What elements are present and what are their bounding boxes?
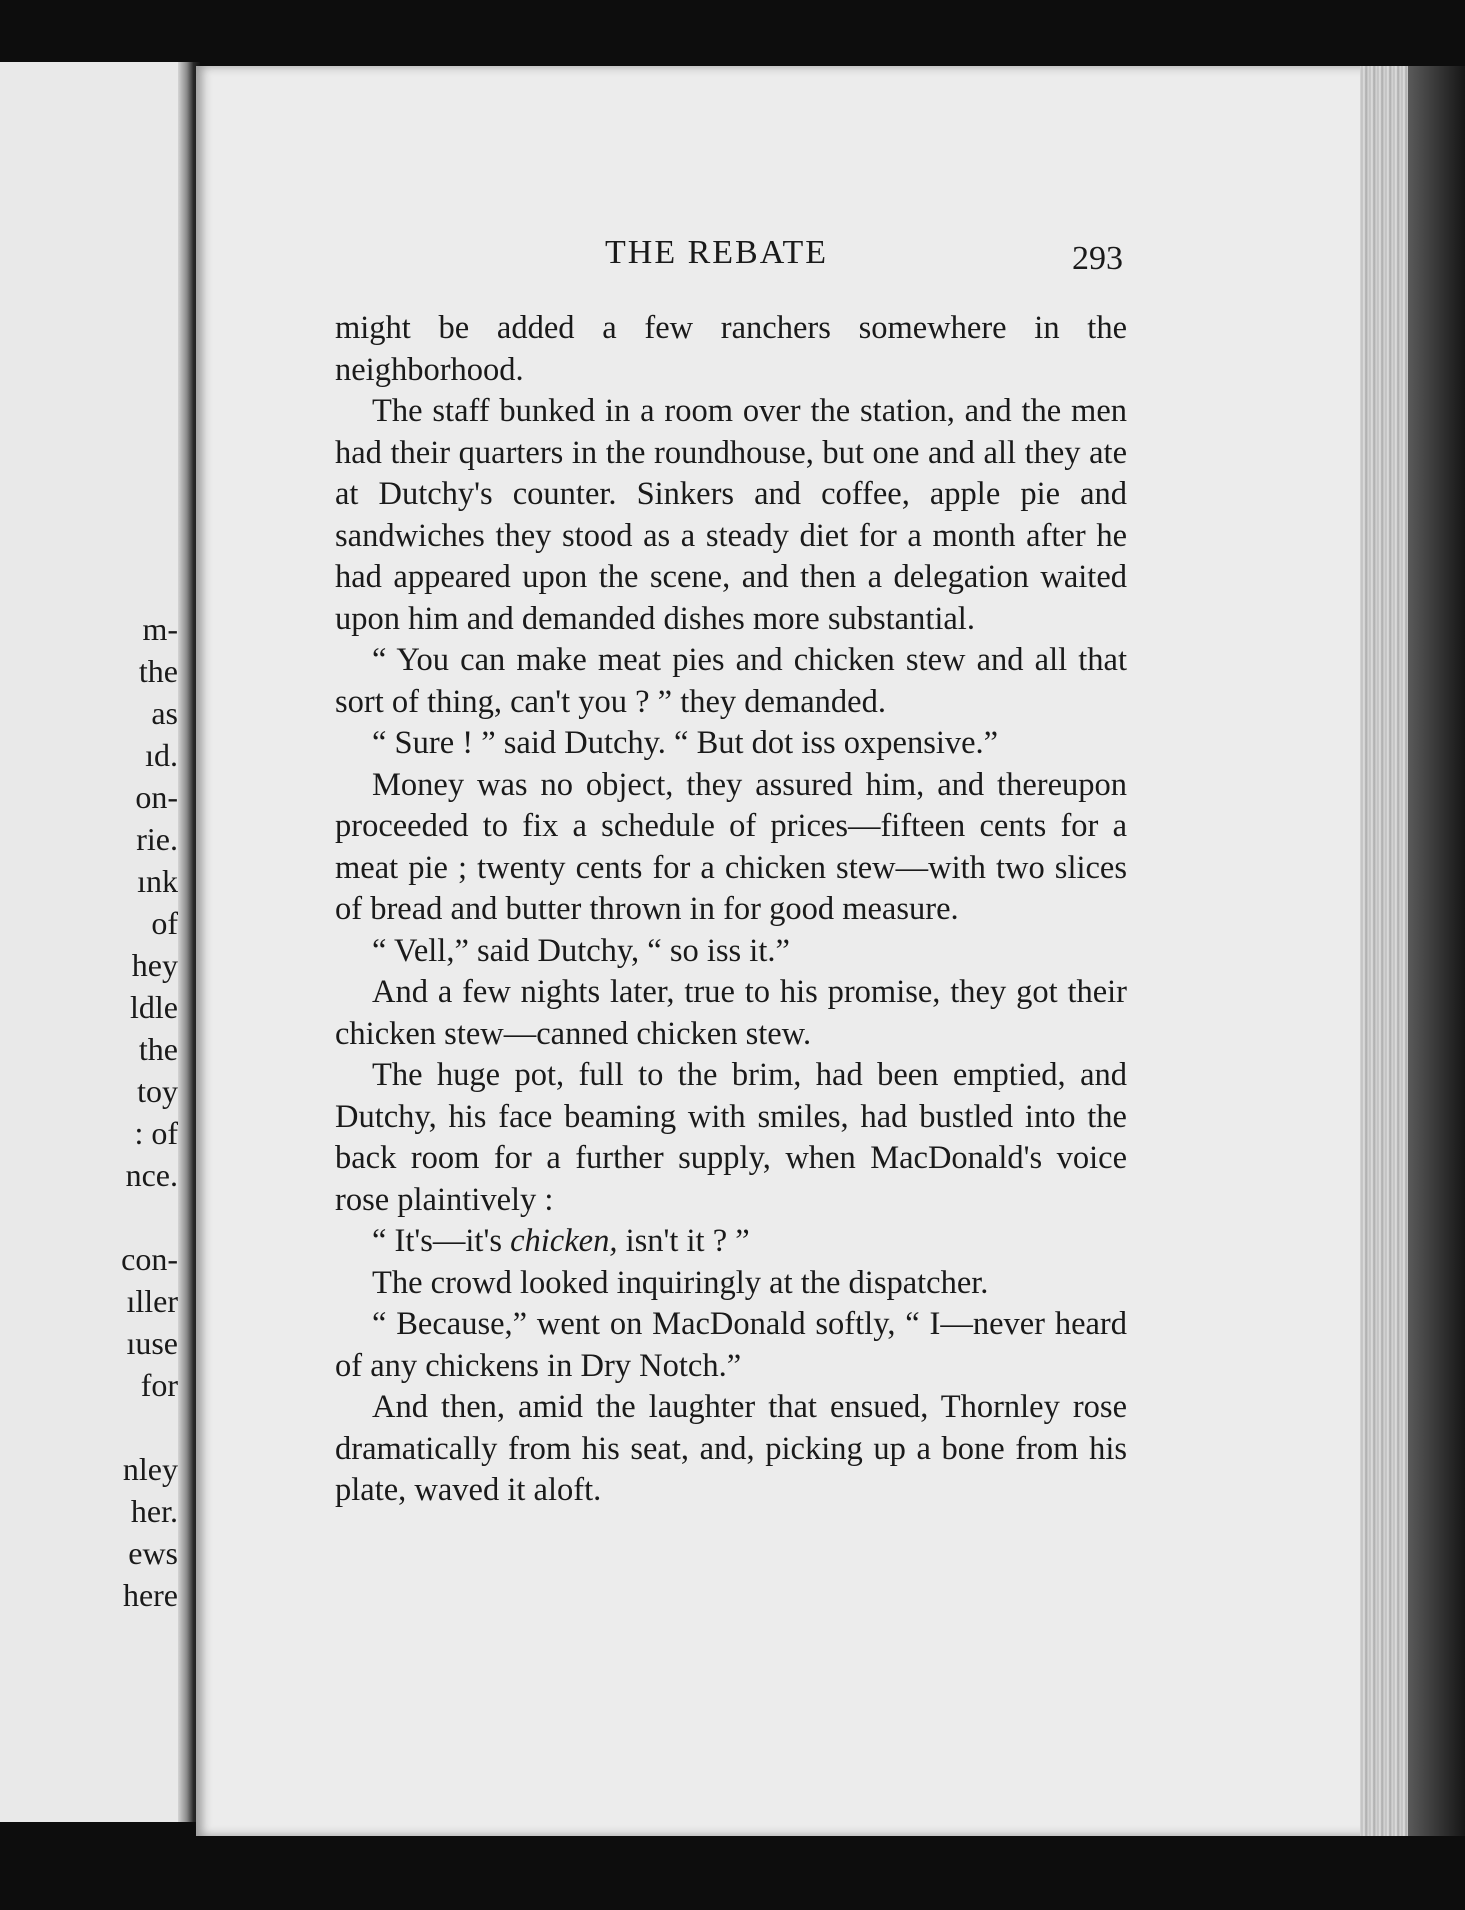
previous-page-line: hey xyxy=(131,947,178,983)
previous-page-line: her. xyxy=(130,1493,178,1529)
page-number: 293 xyxy=(1072,240,1123,277)
paragraph: “ Sure ! ” said Dutchy. “ But dot iss oxpensive.” xyxy=(372,725,999,761)
previous-page-line: ews xyxy=(128,1535,178,1571)
previous-page-line: here xyxy=(122,1577,178,1613)
paragraph: The crowd looked inquiringly at the dispatcher. xyxy=(372,1264,989,1301)
quote-start: “ It's—it's xyxy=(372,1223,511,1259)
body-text xyxy=(335,308,1127,1512)
paragraph xyxy=(335,1221,1127,1263)
previous-page-line: the xyxy=(138,1031,178,1067)
book-edge-shadow xyxy=(1408,66,1465,1836)
previous-page-line: m- xyxy=(142,611,178,647)
previous-page-line: ıd. xyxy=(145,737,178,773)
paragraph: “ You can make meat pies and chicken stew and all that sort of thing, can't you ? ” they demanded. xyxy=(335,642,1127,720)
paragraph: The huge pot, full to the brim, had been emptied, and Dutchy, his face beaming with smiles, had bustled into the back room for a further supply, when MacDonald's voice rose plaintively : xyxy=(335,1057,1127,1218)
previous-page-line: rie. xyxy=(136,821,178,857)
previous-page-line: toy xyxy=(137,1073,178,1109)
paragraph: “ Vell,” said Dutchy, “ so iss it.” xyxy=(372,932,790,969)
previous-page-line: ınk xyxy=(137,863,178,899)
previous-page-line: on- xyxy=(135,779,178,815)
previous-page xyxy=(0,62,190,1822)
paragraph: “ Because,” went on MacDonald softly, “ I—never heard of any chickens in Dry Notch.” xyxy=(335,1306,1127,1384)
previous-page-line: nley xyxy=(122,1451,178,1487)
paragraph: might be added a few ranchers somewhere in the neighborhood. xyxy=(335,310,1127,388)
paragraph: And a few nights later, true to his promise, they got their chicken stew—canned chicken stew. xyxy=(335,974,1127,1052)
running-head: THE REBATE xyxy=(605,234,829,271)
paragraph: The staff bunked in a room over the station, and the men had their quarters in the roundhouse, but one and all they ate at Dutchy's counter. Sinkers and coffee, apple pie and sandwiches they stood as a steady diet for a month after he had appeared upon the scene, and then a delegation waited upon him and demanded dishes more substantial. xyxy=(335,393,1127,637)
previous-page-line: con- xyxy=(121,1241,178,1277)
paragraph: And then, amid the laughter that ensued, Thornley rose dramatically from his seat, and, picking up a bone from his plate, waved it aloft. xyxy=(335,1389,1127,1508)
previous-page-line: nce. xyxy=(125,1157,178,1193)
page-edges xyxy=(1360,66,1410,1836)
quote-end: isn't it ? ” xyxy=(617,1223,750,1259)
previous-page-line: ıller xyxy=(126,1283,178,1319)
previous-page-line: for xyxy=(140,1367,178,1403)
previous-page-line: the xyxy=(138,653,178,689)
previous-page-line: as xyxy=(151,695,178,731)
previous-page-line: ldle xyxy=(130,989,178,1025)
previous-page-line: of xyxy=(151,905,178,941)
paragraph: Money was no object, they assured him, and thereupon proceeded to fix a schedule of prices—fifteen cents for a meat pie ; twenty cents for a chicken stew—with two slices of bread and butter thrown in for good measure. xyxy=(335,766,1127,927)
previous-page-line: : of xyxy=(134,1115,178,1151)
previous-page-line: ıuse xyxy=(126,1325,178,1361)
emphasis: chicken, xyxy=(510,1223,618,1259)
